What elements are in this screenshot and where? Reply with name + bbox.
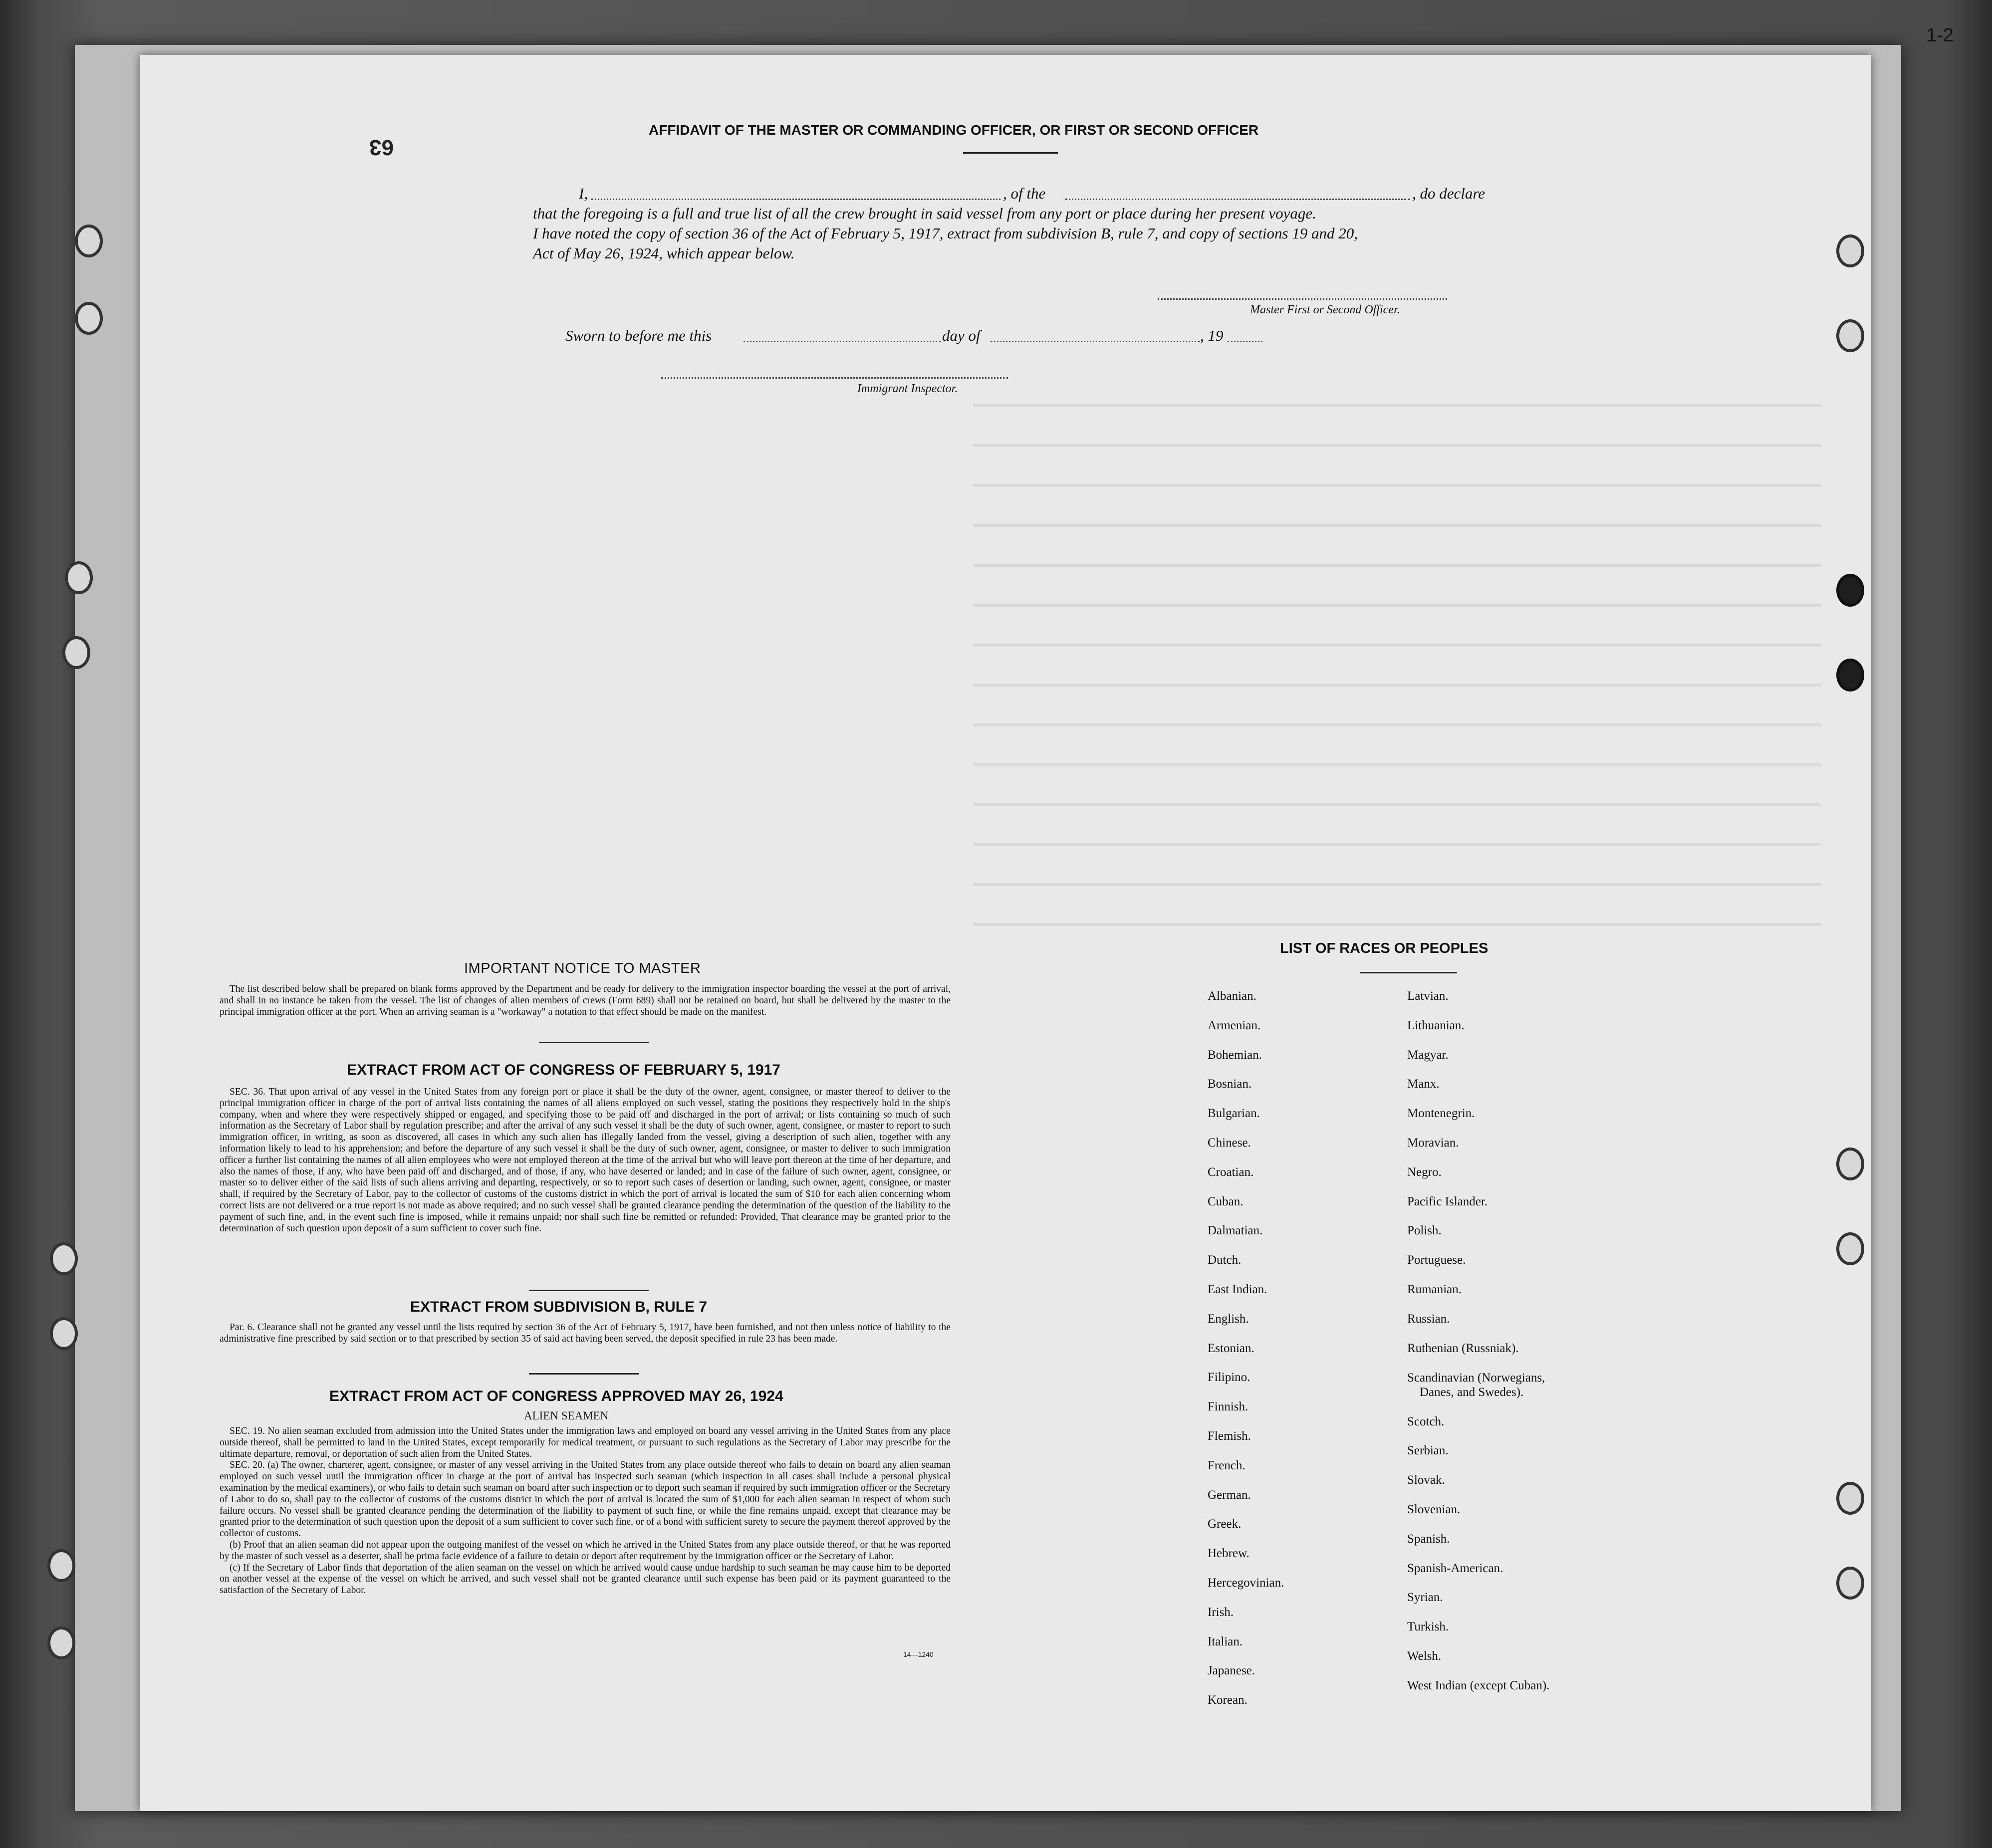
race-item: Italian.	[1208, 1634, 1243, 1648]
race-item: Albanian.	[1208, 989, 1256, 1003]
punch-hole-left-1	[75, 225, 103, 257]
notice-rule	[539, 1042, 649, 1043]
sec20c-text: (c) If the Secretary of Labor finds that deportation of the alien seaman on the vessel on which he arrived would cause undue hardship to such seaman he may cause him to be deported on another vessel at the expense of the vessel on which he arrived, and such vessel shall not be granted clearance until such expense has been paid or its payment guaranteed to the satisfaction of the Secretary of Labor.	[220, 1562, 951, 1596]
name-blank	[591, 199, 1000, 200]
race-item: Moravian.	[1407, 1136, 1459, 1150]
sworn-start: Sworn to before me this	[565, 327, 712, 344]
race-item: German.	[1208, 1488, 1251, 1502]
punch-hole-right-7	[1836, 1482, 1864, 1515]
punch-hole-right-5	[1836, 1148, 1864, 1180]
race-item: Spanish.	[1407, 1532, 1450, 1546]
punch-hole-right-8	[1836, 1567, 1864, 1600]
sworn-mid: day of	[942, 327, 981, 344]
notice-title: IMPORTANT NOTICE TO MASTER	[464, 960, 701, 976]
notice-body: The list described below shall be prepared on blank forms approved by the Department and be ready for delivery to the immigration inspector boarding the vessel at the port of arrival, and shall in no instance be taken from the vessel. The list of changes of alien members of crews (Form 689) shall not be retained on board, but shall be delivered by the master to the principal immigration officer at the port. When an arriving seaman is a "workaway" a notation to that effect should be made on the manifest.	[220, 984, 951, 1017]
punch-hole-left-6	[50, 1317, 78, 1350]
sec19-text: SEC. 19. No alien seaman excluded from admission into the United States under the immigration laws and employed on board any vessel arriving in the United States from any place outside thereof, shall be permitted to land in the United States, except temporarily for medical treatment, or pursuant to such regulations as the Secretary of Labor may prescribe for the ultimate departure, removal, or deportation of such alien from the United States.	[220, 1426, 951, 1459]
race-item: Spanish-American.	[1407, 1561, 1503, 1575]
punch-hole-right-4	[1836, 659, 1864, 692]
edge-number: 1-2	[1926, 25, 1954, 46]
extract-rule7-body: Par. 6. Clearance shall not be granted any vessel until the lists required by section 36 of the Act of February 5, 1917, have been furnished, and not then unless notice of liability to the administrative fine prescribed by said section or to that prescribed by section 35 of said act having been served, the deposit specified in rule 23 has been made.	[220, 1322, 951, 1344]
race-item: Negro.	[1407, 1165, 1442, 1179]
race-item: French.	[1208, 1458, 1245, 1472]
race-item: Flemish.	[1208, 1429, 1251, 1443]
race-item: Bosnian.	[1208, 1077, 1252, 1091]
punch-hole-left-5	[50, 1242, 78, 1275]
sec20a-text: SEC. 20. (a) The owner, charterer, agent, consignee, or master of any vessel arriving in the United States from any place outside thereof who fails to detain on board any alien seaman employed on such vessel until the immigration officer in charge at the port of arrival has inspected such seaman (which inspection in all cases shall include a personal physical examination by the medical examiners), or who fails to detain such seaman on board after such inspection or to deport such seaman if required by such immigration officer or the Secretary of Labor to do so, shall pay to the collector of customs of the customs district in which the port of arrival is located the sum of $1,000 for each alien seaman in respect of whom such failure occurs. No vessel shall be granted clearance pending the determination of the liability to payment of such fine, or while the fine remains unpaid, except that clearance may be granted prior to the determination of such question upon the deposit of a sum sufficient to cover such fine, or of a bond with sufficient surety to secure the payment thereof approved by the collector of customs.	[220, 1460, 951, 1539]
race-item: Scotch.	[1407, 1414, 1445, 1428]
signature-blank	[1158, 298, 1447, 300]
race-item: Armenian.	[1208, 1018, 1261, 1032]
race-item: Polish.	[1407, 1224, 1442, 1238]
affidavit-line1-end: , do declare	[1412, 185, 1486, 202]
inspector-label: Immigrant Inspector.	[857, 382, 958, 395]
races-title-rule	[1360, 972, 1457, 973]
race-item: Bohemian.	[1208, 1048, 1262, 1062]
race-item: Dalmatian.	[1208, 1224, 1263, 1238]
affidavit-line2: that the foregoing is a full and true list of all the crew brought in said vessel from any port or place during her present voyage.	[533, 205, 1316, 222]
race-item: Dutch.	[1208, 1253, 1242, 1267]
race-item: Rumanian.	[1407, 1282, 1462, 1296]
race-item: Serbian.	[1407, 1444, 1449, 1458]
punch-hole-left-3	[65, 561, 93, 594]
race-item: Hebrew.	[1208, 1547, 1249, 1561]
race-item: Turkish.	[1407, 1620, 1449, 1634]
race-item: Slovenian.	[1407, 1502, 1461, 1516]
race-item: Chinese.	[1208, 1136, 1251, 1150]
affidavit-line4: Act of May 26, 1924, which appear below.	[533, 244, 795, 262]
extract-rule7-rule	[529, 1373, 639, 1375]
race-item: Bulgarian.	[1208, 1107, 1260, 1121]
extract-1917-rule	[529, 1290, 649, 1291]
punch-hole-left-7	[47, 1549, 75, 1582]
race-item: Welsh.	[1407, 1649, 1442, 1663]
sworn-month-blank	[991, 341, 1200, 342]
vessel-blank	[1065, 199, 1410, 200]
affidavit-line1-mid: , of the	[1003, 185, 1046, 202]
race-item: Ruthenian (Russniak).	[1407, 1341, 1519, 1355]
race-item: Latvian.	[1407, 989, 1449, 1003]
race-item: Montenegrin.	[1407, 1107, 1475, 1121]
races-title: LIST OF RACES OR PEOPLES	[1280, 940, 1489, 956]
race-item: Estonian.	[1208, 1341, 1254, 1355]
extract-1917-body: SEC. 36. That upon arrival of any vessel in the United States from any foreign port or place it shall be the duty of the owner, agent, consignee, or master thereof to deliver to the principal immigration officer in charge of the port of arrival lists containing the names of all aliens employed on such vessel, stating the positions they respectively hold in the ship's company, when and where they were respectively shipped or engaged, and specifying those to be paid off and discharged in the port of arrival; or lists containing so much of such information as the Secretary of Labor shall by regulation prescribe; and after the arrival of any such vessel it shall be the duty of such owner, agent, consignee, or master to report to such immigration officer, in writing, as soon as discovered, all cases in which any such alien has illegally landed from the vessel, giving a description of such alien, together with any information likely to lead to his apprehension; and before the departure of any such vessel it shall be the duty of such owner, agent, consignee, or master to deliver to such immigration officer a further list containing the names of all alien employees who were not employed thereon at the time of the arrival but who will leave port thereon at the time of her departure, and also the names of those, if any, who have been paid off and discharged, and of those, if any, who have deserted or landed; and in case of the failure of such owner, agent, consignee, or master so to deliver either of the said lists of such aliens arriving and departing, respectively, or so to report such cases of desertion or landing, such owner, agent, consignee, or master shall, if required by the Secretary of Labor, pay to the collector of customs of the customs district in which the port of arrival is located the sum of $10 for each alien concerning whom correct lists are not delivered or a true report is not made as above required; and no such vessel shall be granted clearance pending the determination of the question of the liability to the payment of such fine, and, in the event such fine is imposed, while it remains unpaid; nor shall such fine be remitted or refunded: Provided, That clearance may be granted prior to the determination of such question upon deposit of a sum sufficient to cover such fine.	[220, 1087, 951, 1234]
race-item: Croatian.	[1208, 1165, 1254, 1179]
race-item: Syrian.	[1407, 1591, 1443, 1605]
races-left-column	[1208, 982, 1284, 1715]
race-item: Magyar.	[1407, 1048, 1449, 1062]
race-item: Russian.	[1407, 1312, 1450, 1326]
race-item: Scandinavian (Norwegians, Danes, and Swedes).	[1407, 1371, 1545, 1399]
race-item: Irish.	[1208, 1605, 1234, 1619]
extract-1924-body	[220, 1426, 951, 1597]
race-item: Lithuanian.	[1407, 1018, 1465, 1032]
punch-hole-right-3	[1836, 574, 1864, 607]
punch-hole-right-1	[1836, 234, 1864, 267]
race-item: English.	[1208, 1312, 1249, 1326]
sworn-end: , 19	[1200, 327, 1224, 344]
races-right-column	[1407, 982, 1549, 1701]
sworn-day-blank	[744, 341, 941, 342]
signature-label: Master First or Second Officer.	[1250, 303, 1400, 316]
punch-hole-left-8	[47, 1626, 75, 1659]
race-item: Hercegovinian.	[1208, 1576, 1284, 1590]
extract-1924-title: EXTRACT FROM ACT OF CONGRESS APPROVED MAY 26, 1924	[329, 1388, 783, 1404]
punch-hole-right-2	[1836, 319, 1864, 352]
extract-1924-subtitle: ALIEN SEAMEN	[524, 1409, 609, 1422]
punch-hole-left-2	[75, 302, 103, 335]
corner-mark: 63	[369, 135, 394, 160]
race-item: Japanese.	[1208, 1664, 1255, 1678]
affidavit-title-rule	[963, 152, 1058, 154]
sworn-year-blank	[1228, 341, 1262, 342]
race-item: Slovak.	[1407, 1473, 1445, 1487]
punch-hole-right-6	[1836, 1232, 1864, 1265]
affidavit-title: AFFIDAVIT OF THE MASTER OR COMMANDING OFFICER, OR FIRST OR SECOND OFFICER	[649, 122, 1259, 138]
race-item: East Indian.	[1208, 1282, 1267, 1296]
form-number: 14—1240	[903, 1650, 934, 1658]
race-item: Portuguese.	[1407, 1253, 1466, 1267]
affidavit-line3: I have noted the copy of section 36 of the Act of February 5, 1917, extract from subdivision B, rule 7, and copy of sections 19 and 20,	[533, 225, 1358, 242]
race-item: Korean.	[1208, 1693, 1247, 1707]
race-item: Manx.	[1407, 1077, 1440, 1091]
race-item: West Indian (except Cuban).	[1407, 1678, 1550, 1692]
race-item: Greek.	[1208, 1517, 1242, 1531]
race-item: Pacific Islander.	[1407, 1194, 1488, 1208]
race-item: Finnish.	[1208, 1400, 1248, 1414]
sec20b-text: (b) Proof that an alien seaman did not appear upon the outgoing manifest of the vessel on which he arrived in the United States from any place outside thereof, or that he was reported by the master of such vessel as a deserter, shall be prima facie evidence of a failure to detain or deport after requirement by the immigration officer or the Secretary of Labor.	[220, 1539, 951, 1562]
extract-rule7-title: EXTRACT FROM SUBDIVISION B, RULE 7	[410, 1299, 708, 1315]
inspector-blank	[661, 377, 1008, 379]
affidavit-line1-start: I,	[579, 185, 588, 202]
extract-1917-title: EXTRACT FROM ACT OF CONGRESS OF FEBRUARY 5, 1917	[347, 1062, 780, 1078]
race-item: Cuban.	[1208, 1194, 1244, 1208]
punch-hole-left-4	[62, 636, 90, 669]
race-item: Filipino.	[1208, 1371, 1250, 1385]
